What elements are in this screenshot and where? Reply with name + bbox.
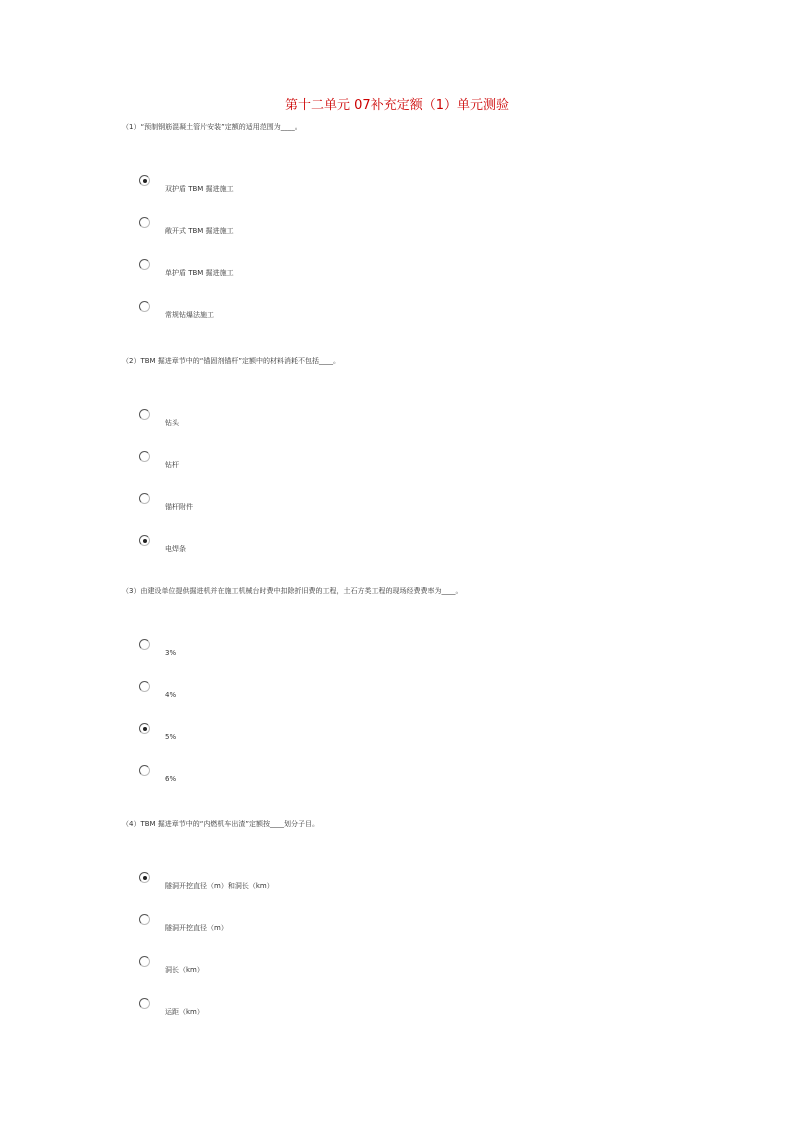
answer-option[interactable] — [0, 259, 794, 301]
radio-button[interactable] — [139, 301, 150, 312]
answer-option[interactable] — [0, 535, 794, 577]
radio-button[interactable] — [139, 217, 150, 228]
option-label: 钻杆 — [165, 461, 179, 469]
option-label: 隧洞开挖直径（m）和洞长（km） — [165, 882, 274, 890]
option-label: 常规钻爆法施工 — [165, 311, 214, 319]
answer-option[interactable] — [0, 175, 794, 217]
answer-option[interactable] — [0, 872, 794, 914]
option-list — [0, 872, 794, 1040]
option-label: 5% — [165, 733, 177, 741]
radio-button[interactable] — [139, 451, 150, 462]
option-list — [0, 175, 794, 343]
option-label: 隧洞开挖直径（m） — [165, 924, 228, 932]
answer-option[interactable] — [0, 301, 794, 343]
answer-option[interactable] — [0, 493, 794, 535]
answer-option[interactable] — [0, 681, 794, 723]
radio-button[interactable] — [139, 535, 150, 546]
option-label: 单护盾 TBM 掘进施工 — [165, 269, 234, 277]
answer-option[interactable] — [0, 451, 794, 493]
question-1 — [0, 123, 794, 353]
quiz-title: 第十二单元 07补充定额（1）单元测验 — [285, 98, 509, 113]
option-label: 敞开式 TBM 掘进施工 — [165, 227, 234, 235]
answer-option[interactable] — [0, 914, 794, 956]
radio-button[interactable] — [139, 956, 150, 967]
question-stem: （2）TBM 掘进章节中的“锚固剂锚杆”定额中的材料消耗不包括____。 — [122, 357, 341, 365]
option-label: 4% — [165, 691, 177, 699]
radio-button[interactable] — [139, 259, 150, 270]
radio-button[interactable] — [139, 681, 150, 692]
option-label: 运距（km） — [165, 1008, 204, 1016]
radio-button[interactable] — [139, 493, 150, 504]
question-2 — [0, 357, 794, 587]
answer-option[interactable] — [0, 723, 794, 765]
question-stem: （3）由建设单位提供掘进机并在施工机械台时费中扣除折旧费的工程，土石方类工程的现场经费费率为____。 — [122, 587, 463, 595]
question-stem: （4）TBM 掘进章节中的“内燃机车出渣”定额按____划分子目。 — [122, 820, 320, 828]
radio-button[interactable] — [139, 872, 150, 883]
radio-button[interactable] — [139, 998, 150, 1009]
option-label: 电焊条 — [165, 545, 186, 553]
option-list — [0, 639, 794, 807]
radio-button[interactable] — [139, 175, 150, 186]
radio-button[interactable] — [139, 765, 150, 776]
option-label: 钻头 — [165, 419, 179, 427]
question-4 — [0, 820, 794, 1050]
answer-option[interactable] — [0, 956, 794, 998]
radio-button[interactable] — [139, 409, 150, 420]
radio-button[interactable] — [139, 914, 150, 925]
option-label: 洞长（km） — [165, 966, 204, 974]
answer-option[interactable] — [0, 409, 794, 451]
option-list — [0, 409, 794, 577]
question-stem: （1）“预制钢筋混凝土管片安装”定额的适用范围为____。 — [122, 123, 302, 131]
option-label: 3% — [165, 649, 177, 657]
option-label: 6% — [165, 775, 177, 783]
option-label: 双护盾 TBM 掘进施工 — [165, 185, 234, 193]
radio-button[interactable] — [139, 639, 150, 650]
answer-option[interactable] — [0, 639, 794, 681]
answer-option[interactable] — [0, 217, 794, 259]
question-3 — [0, 587, 794, 817]
answer-option[interactable] — [0, 765, 794, 807]
answer-option[interactable] — [0, 998, 794, 1040]
radio-button[interactable] — [139, 723, 150, 734]
option-label: 锚杆附件 — [165, 503, 193, 511]
